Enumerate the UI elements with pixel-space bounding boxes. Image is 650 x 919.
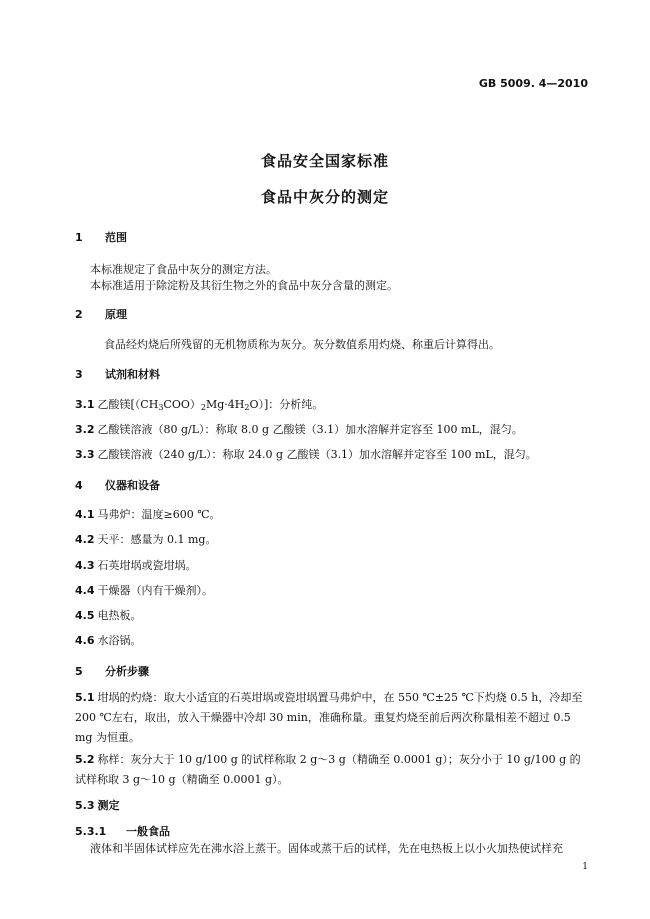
clause-text: 水浴锅。 [97,634,142,647]
clause-3-3 [75,446,537,462]
clause-number: 4.4 [75,584,95,597]
clause-text: 干燥器（内有干燥剂）。 [97,584,213,597]
paragraph: 本标准适用于除淀粉及其衍生物之外的食品中灰分含量的测定。 [90,279,398,292]
clause-number: 3.1 [75,398,95,411]
clause-5-2 [75,750,588,790]
page-number: 1 [582,862,588,872]
clause-4-2 [75,531,216,547]
clause-5-3 [75,797,123,813]
clause-number: 4.6 [75,634,95,647]
paragraph: 本标准规定了食品中灰分的测定方法。 [90,263,277,276]
clause-number: 5.3.1 [75,825,107,838]
clause-3-1: 3.1 乙酸镁$[(CH_3COO)_2Mg\cdot 4H_2O)$]：分析纯。 [75,398,324,412]
clause-4-4 [75,582,213,598]
clause-text: 天平：感量为 0.1 mg。 [97,533,217,546]
clause-text: 坩埚的灼烧：取大小适宜的石英坩埚或瓷坩埚置马弗炉中，在 550 ℃±25 ℃下灼烧 0.5 h，冷却至 200 ℃左右，取出，放入干燥器中冷却 30 min，准确称量。重复灼烧至前后两次称量相差不超过 0.5 mg 为恒重。 [75,691,583,744]
section-number: 4 [75,479,83,492]
section-title: 分析步骤 [105,665,149,678]
clause-text: 石英坩埚或瓷坩埚。 [97,559,197,572]
section-heading-reagents [75,366,160,382]
clause-4-1 [75,506,221,522]
section-number: 2 [75,308,83,321]
clause-heading: 测定 [97,799,120,812]
clause-number: 3.3 [75,448,95,461]
standard-code: GB 5009. 4—2010 [478,77,588,90]
section-heading-scope [75,229,127,245]
clause-5-1 [75,688,588,748]
section-number: 1 [75,231,83,244]
section-heading-procedure [75,663,149,679]
section-heading-apparatus [75,477,160,493]
document-subtitle: 食品中灰分的测定 [260,188,389,206]
clause-text: 电热板。 [97,609,142,622]
clause-number: 5.2 [75,753,95,766]
document-title: 食品安全国家标准 [260,152,389,170]
clause-text: 马弗炉：温度≥600 ℃。 [97,508,221,521]
clause-number: 4.1 [75,508,95,521]
clause-5-3-1 [75,823,173,839]
clause-text: 乙酸镁溶液（80 g/L）：称取 8.0 g 乙酸镁（3.1）加水溶解并定容至 100 mL，混匀。 [97,423,523,436]
section-number: 5 [75,665,83,678]
clause-number: 4.3 [75,559,95,572]
section-title: 原理 [105,308,127,321]
paragraph: 液体和半固体试样应先在沸水浴上蒸干。固体或蒸干后的试样，先在电热板上以小火加热使试样充 [90,842,563,855]
clause-number: 5.1 [75,691,95,704]
clause-text: 乙酸镁溶液（240 g/L）：称取 24.0 g 乙酸镁（3.1）加水溶解并定容至 100 mL，混匀。 [97,448,537,461]
clause-4-3 [75,557,197,573]
clause-number: 4.5 [75,609,95,622]
clause-number: 3.2 [75,423,95,436]
paragraph: 食品经灼烧后所残留的无机物质称为灰分。灰分数值系用灼烧、称重后计算得出。 [104,338,500,351]
clause-number: 5.3 [75,799,95,812]
clause-text: 称样：灰分大于 10 g/100 g 的试样称取 2 g～3 g（精确至 0.0001 g）；灰分小于 10 g/100 g 的试样称取 3 g～10 g（精确至 0.0001 g）。 [75,753,581,786]
section-title: 范围 [105,231,127,244]
clause-heading: 一般食品 [126,825,170,838]
clause-4-5 [75,607,142,623]
clause-number: 4.2 [75,533,95,546]
section-heading-principle [75,306,127,322]
section-title: 仪器和设备 [105,479,160,492]
section-number: 3 [75,368,83,381]
clause-4-6 [75,632,142,648]
clause-3-2 [75,421,523,437]
section-title: 试剂和材料 [105,368,160,381]
